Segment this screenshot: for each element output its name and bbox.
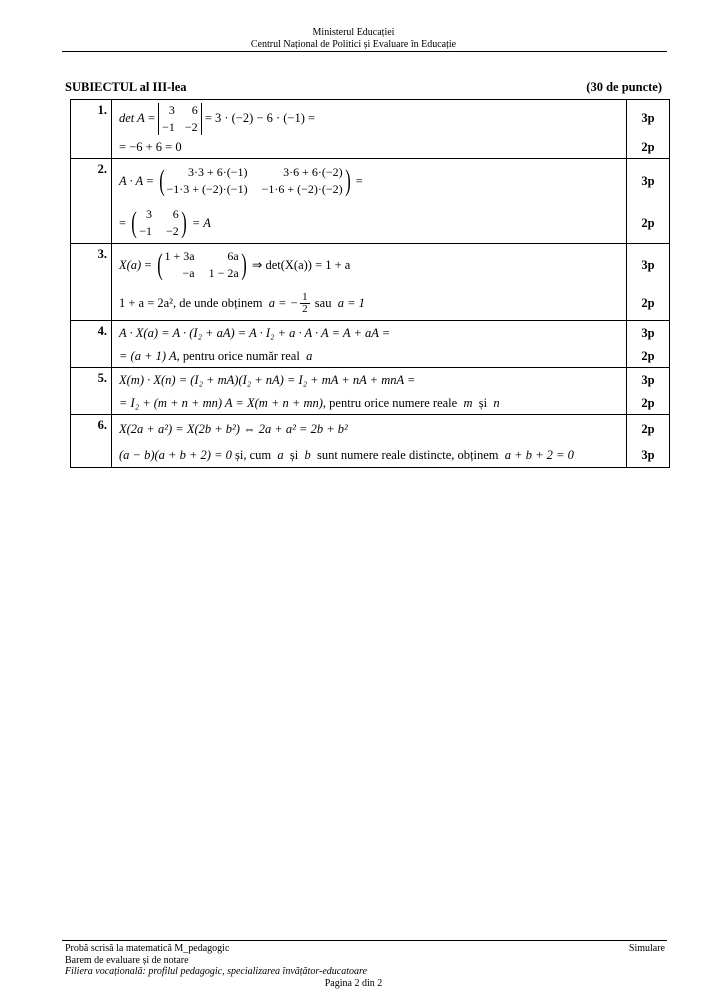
matrix: ( 3·3 + 6·(−1) 3·6 + 6·(−2) −1·3 + (−2)·(−1) −1·6 + (−2)·(−2) )	[158, 164, 351, 197]
footer	[65, 943, 367, 978]
points: 2p	[641, 421, 655, 436]
points: 3p	[641, 447, 655, 462]
center-name: Centrul Național de Politici și Evaluare în Educație	[250, 39, 457, 50]
footer-divider	[62, 940, 667, 941]
table-row: 4. A · X(a) = A · (I₂ + aA) = A · I₂ + a · A · A = A + aA = = (a + 1) A , pentru orice număr real a 3p 2p	[71, 321, 670, 368]
header-divider	[62, 51, 667, 52]
item-number: 4.	[71, 321, 112, 368]
exam-name: Probă scrisă la matematică M_pedagogic	[65, 943, 230, 954]
item-number: 1.	[71, 100, 112, 159]
points: 3p	[641, 372, 655, 387]
item-number: 5.	[71, 368, 112, 415]
table-row: 2. A · A = ( 3·3 + 6·(−1) 3·6 + 6·(−2) −1·3 + (−2)·(−1) −1·6 + (−2)·(−2) ) = = ( 3 6 −1 −2 ) = A 3p 2p	[71, 159, 670, 244]
subject-title: SUBIECTUL al III-lea	[65, 80, 187, 94]
grading-table	[70, 99, 670, 468]
item-number: 2.	[71, 159, 112, 244]
item-number: 3.	[71, 244, 112, 321]
points: 2p	[641, 295, 655, 310]
points: 3p	[641, 111, 655, 125]
matrix: ( 1 + 3a 6a −a 1 − 2a )	[156, 248, 247, 281]
filiera: Filiera vocațională: profilul pedagogic, specializarea învățător-educatoare	[65, 966, 367, 977]
step-line: = −6 + 6 = 0	[119, 140, 182, 154]
subject-points: (30 de puncte)	[586, 80, 662, 94]
points: 2p	[641, 140, 655, 154]
step-line: X(m) · X(n) = (I₂ + mA)(I₂ + nA) = I₂ + mA + nA + mnA =	[119, 372, 416, 387]
fraction: $\frac{1}{2}$	[302, 290, 308, 315]
exam-type: Simulare	[628, 943, 665, 954]
page-number: Pagina 2 din 2	[324, 978, 383, 989]
step-line: A · X(a) = A · (I₂ + aA) = A · I₂ + a · A · A = A + aA =	[119, 325, 391, 340]
table-row: 5. X(m) · X(n) = (I₂ + mA)(I₂ + nA) = I₂ + mA + nA + mnA = = I₂ + (m + n + mn) A = X(m + n + mn) , pentru orice numere reale m și n 3p 2p	[71, 368, 670, 415]
points: 2p	[641, 215, 655, 230]
points: 2p	[641, 348, 655, 363]
matrix: ( 3 6 −1 −2 )	[131, 206, 187, 239]
header	[0, 27, 707, 51]
points: 3p	[641, 325, 655, 340]
points: 3p	[641, 173, 655, 188]
step-line: X(2a + a²) = X(2b + b²) ⇔ 2a + a² = 2b + b²	[119, 421, 348, 436]
points: 2p	[641, 395, 655, 410]
item-number: 6.	[71, 415, 112, 468]
points: 3p	[641, 257, 655, 272]
table-row: 6. X(2a + a²) = X(2b + b²) ⇔ 2a + a² = 2b + b² (a − b)(a + b + 2) = 0 și, cum a și b sunt numere reale distincte, obținem a + b + 2 = 0 2p 3p	[71, 415, 670, 468]
barem-title: Barem de evaluare și de notare	[65, 954, 189, 966]
table-row: 3. X(a) = ( 1 + 3a 6a −a 1 − 2a ) ⇒ det(X(a)) = 1 + a 1 + a = 2a² , de unde obținem a = − $\frac{1}{2}$ sau a = 1 3p 2p	[71, 244, 670, 321]
determinant: 3 6 −1 −2	[158, 103, 202, 135]
step-line: = 3 · (−2) − 6 · (−1) =	[204, 111, 316, 125]
table-row: 1. det A = 3 6 −1 −2 = 3 · (−2) − 6 · (−1) = = −6 + 6 = 0 3p 2p	[71, 100, 670, 159]
ministry-name: Ministerul Educației	[312, 27, 395, 38]
